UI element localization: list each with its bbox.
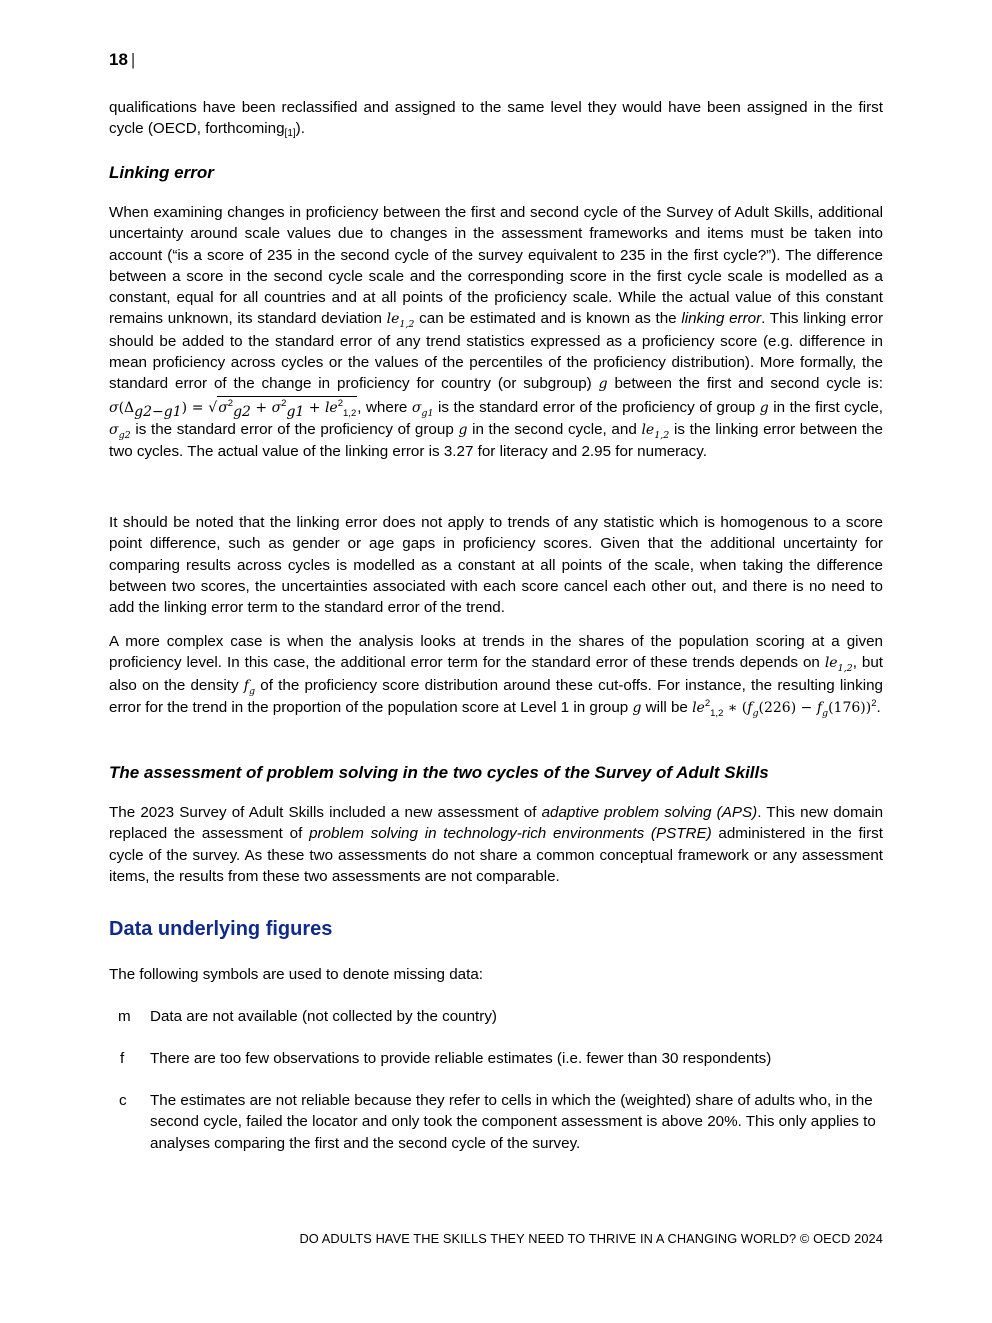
text: can be estimated and is known as the — [414, 310, 682, 328]
linking-error-paragraph-2: It should be noted that the linking error does not apply to trends of any statistic which is homogenous to a score point difference, such as gender or age gaps in proficiency scores. Given that the additional uncertainty for comparing results across cycles is modelled as a constant at all points of the scale, when taking the difference between two scores, the uncertainties associated with each score cancel each other out, and there is no need to add the linking error term to the standard error of the trend. — [109, 514, 883, 617]
heading-problem-solving: The assessment of problem solving in the two cycles of the Survey of Adult Skills — [109, 763, 769, 782]
text: is the standard error of the proficiency of group — [130, 420, 459, 438]
text: . This linking error should be added to the standard error of any trend statistics expressed as a proficiency score (e.g. difference in mean proficiency across cycles or the values of the percentiles of the proficiency distribution). More formally, the standard error of the change in proficiency for country (or subgroup) — [109, 310, 884, 393]
text: When examining changes in proficiency between the first and second cycle of the Survey of Adult Skills, additional uncertainty around scale values due to changes in the assessment frameworks and items must be taken into account (“is a score of 235 in the second cycle of the survey equivalent to 235 in the first cycle?”). The difference between a score in the second cycle scale and the corresponding score in the first cycle scale is modelled as a constant, equal for all countries and at all points of the proficiency scale. While the actual value of this constant remains unknown, its standard deviation — [109, 204, 883, 328]
list-text: Data are not available (not collected by the country) — [150, 1008, 497, 1025]
math-formula-level1: $le^2_{1,2}$ ∗ $(f_g(226) - f_g(176))^2$ — [692, 697, 877, 719]
text: administered in the first cycle of the survey. As these two assessments do not share a common conceptual framework or any assessment items, the results from these two assessments are not comparable. — [109, 825, 883, 885]
text: . — [876, 698, 881, 716]
list-text: The estimates are not reliable because they refer to cells in which the (weighted) share of adults who, in the second cycle, failed the locator and only took the component assessment is above 20%. This only applies to analyses comparing the first and the second cycle of the survey. — [150, 1092, 876, 1152]
text: , where — [357, 398, 412, 416]
linking-error-paragraph-3 — [109, 631, 883, 719]
intro-paragraph — [109, 97, 883, 145]
emphasis: problem solving in technology-rich environments (PSTRE) — [309, 825, 712, 843]
intro-tail: ). — [295, 120, 305, 138]
math-le12: $le_{1,2}$ — [641, 421, 670, 441]
math-g: g — [632, 699, 642, 716]
text: will be — [641, 698, 693, 716]
text: is the standard error of the proficiency of group — [433, 398, 760, 416]
math-fg: $f_g$ — [243, 677, 256, 697]
page-number-separator: | — [130, 50, 136, 69]
text: in the first cycle, — [768, 398, 883, 416]
list-symbol: f — [120, 1050, 125, 1067]
reference-link[interactable]: [1] — [284, 128, 296, 140]
text: , but also on the density — [109, 654, 883, 694]
intro-text: qualifications have been reclassified and assigned to the same level they would have been assigned in the first cycle (OECD, forthcoming — [109, 99, 883, 138]
text: . This new domain replaced the assessment of — [109, 804, 884, 843]
list-symbol: m — [118, 1008, 131, 1025]
math-le12: $le_{1,2}$ — [386, 311, 415, 331]
page-footer: DO ADULTS HAVE THE SKILLS THEY NEED TO THRIVE IN A CHANGING WORLD? © OECD 2024 — [299, 1231, 883, 1246]
page-number-value: 18 — [109, 50, 128, 69]
list-text: There are too few observations to provide reliable estimates (i.e. fewer than 30 respondents) — [150, 1050, 772, 1067]
text: in the second cycle, and — [467, 420, 642, 438]
page-number — [109, 50, 135, 70]
math-sigma-g2: $\sigma_{g2}$ — [109, 421, 131, 441]
math-sigma-g1: $\sigma_{g1}$ — [411, 399, 434, 419]
math-formula-se: $\sigma(\Delta_{g2-g1}) = √\sigma^2_{g2} + \sigma^2_{g1} + le^2_{1,2}$ — [109, 397, 357, 420]
math-le12: $le_{1,2}$ — [824, 655, 853, 675]
math-g: g — [759, 399, 769, 416]
text: The 2023 Survey of Adult Skills included a new assessment of — [109, 804, 542, 821]
list-symbol: c — [119, 1092, 127, 1109]
text: A more complex case is when the analysis looks at trends in the shares of the population scoring at a given proficiency level. In this case, the additional error term for the standard error of these trends depends on — [109, 633, 883, 672]
text: between the first and second cycle is: — [607, 375, 883, 393]
emphasis: linking error — [681, 310, 762, 328]
text: of the proficiency score distribution around these cut-offs. For instance, the resulting linking error for the trend in the proportion of the population score at Level 1 in group — [109, 676, 883, 716]
linking-error-paragraph-1 — [109, 202, 883, 463]
text: is the linking error between the two cycles. The actual value of the linking error is 3.27 for literacy and 2.95 for numeracy. — [109, 420, 884, 461]
math-g: g — [458, 421, 468, 438]
heading-linking-error: Linking error — [109, 163, 214, 182]
emphasis: adaptive problem solving (APS) — [541, 804, 758, 821]
math-g: g — [598, 376, 608, 393]
data-underlying-intro: The following symbols are used to denote missing data: — [109, 966, 483, 983]
heading-data-underlying-figures: Data underlying figures — [109, 918, 333, 940]
problem-solving-paragraph — [109, 802, 883, 887]
